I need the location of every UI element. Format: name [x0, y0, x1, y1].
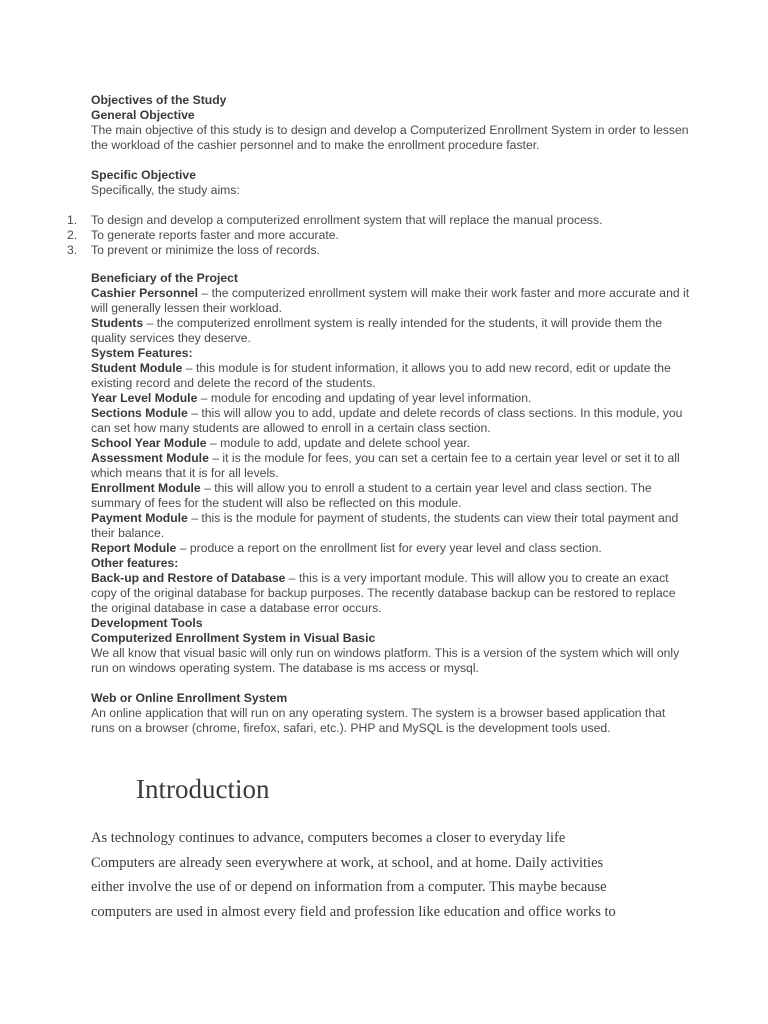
feature-entry [91, 481, 691, 511]
beneficiary-entry [91, 286, 691, 316]
feature-entry [91, 361, 691, 391]
entry-text: – this is the module for payment of students, the students can view their total payment and their balance. [91, 511, 679, 540]
feature-entry [91, 511, 691, 541]
entry-text: – the computerized enrollment system will make their work faster and more accurate and it will generally lessen their workload. [91, 286, 690, 315]
entry-term: Sections Module [91, 406, 188, 420]
study-content [67, 93, 691, 736]
list-item [67, 228, 691, 243]
list-text: To generate reports faster and more accurate. [91, 228, 339, 242]
specific-objective-text: Specifically, the study aims: [91, 183, 240, 197]
entry-text: – this module is for student information, it allows you to add new record, edit or update the existing record and delete the record of the students. [91, 361, 671, 390]
introduction-heading: Introduction [136, 774, 270, 804]
beneficiary-entry [91, 316, 691, 346]
feature-entry [91, 541, 691, 556]
feature-entry [91, 391, 691, 406]
objectives-list [67, 213, 691, 258]
entry-text: – module to add, update and delete school year. [206, 436, 471, 450]
feature-entry [91, 406, 691, 436]
web-system-heading: Web or Online Enrollment System [91, 691, 288, 705]
other-feature-entry [91, 571, 691, 616]
introduction-line: Computers are already seen everywhere at work, at school, and at home. Daily activities [91, 854, 604, 871]
list-item [67, 213, 691, 228]
web-system-text: An online application that will run on any operating system. The system is a browser based application that runs on a browser (chrome, firefox, safari, etc.). PHP and MySQL is the development tools used. [91, 706, 666, 735]
introduction-line: computers are used in almost every field and profession like education and office works to [91, 903, 616, 920]
list-number: 1. [67, 213, 78, 227]
entry-term: Student Module [91, 361, 183, 375]
list-number: 2. [67, 228, 78, 242]
entry-term: School Year Module [91, 436, 207, 450]
list-number: 3. [67, 243, 78, 257]
entry-term: Students [91, 316, 144, 330]
entry-term: Payment Module [91, 511, 188, 525]
entry-text: – it is the module for fees, you can set a certain fee to a certain year level or set it to all which means that it is for all levels. [91, 451, 680, 480]
system-features-heading: System Features: [91, 346, 193, 360]
feature-entry [91, 436, 691, 451]
entry-term: Report Module [91, 541, 177, 555]
entry-text: – the computerized enrollment system is really intended for the students, it will provide them the quality services they deserve. [91, 316, 663, 345]
entry-text: – this will allow you to add, update and delete records of class sections. In this module, you can set how many students are allowed to enroll in a certain class section. [91, 406, 683, 435]
introduction-line: As technology continues to advance, computers becomes a closer to everyday life [91, 830, 566, 846]
list-item [67, 243, 691, 258]
introduction-body [91, 826, 691, 924]
vb-system-heading: Computerized Enrollment System in Visual Basic [91, 631, 376, 645]
entry-text: – this is a very important module. This will allow you to create an exact copy of the original database for backup purposes. The recently database backup can be restored to replace the original database in case a database error occurs. [91, 571, 676, 615]
general-objective-heading: General Objective [91, 108, 195, 122]
entry-term: Enrollment Module [91, 481, 201, 495]
introduction-line: either involve the use of or depend on information from a computer. This maybe because [91, 879, 607, 895]
general-objective-text: The main objective of this study is to design and develop a Computerized Enrollment System in order to lessen the workload of the cashier personnel and to make the enrollment procedure faster. [91, 123, 689, 152]
list-text: To design and develop a computerized enrollment system that will replace the manual process. [91, 213, 603, 227]
entry-term: Cashier Personnel [91, 286, 199, 300]
specific-objective-heading: Specific Objective [91, 168, 196, 182]
entry-text: – module for encoding and updating of year level information. [197, 391, 532, 405]
entry-term: Year Level Module [91, 391, 198, 405]
other-features-heading: Other features: [91, 556, 179, 570]
feature-entry [91, 451, 691, 481]
entry-term: Back-up and Restore of Database [91, 571, 286, 585]
entry-term: Assessment Module [91, 451, 209, 465]
development-tools-heading: Development Tools [91, 616, 203, 630]
list-text: To prevent or minimize the loss of records. [91, 243, 320, 257]
beneficiary-heading: Beneficiary of the Project [91, 271, 238, 285]
entry-text: – produce a report on the enrollment list for every year level and class section. [176, 541, 602, 555]
vb-system-text: We all know that visual basic will only run on windows platform. This is a version of the system which will only run on windows operating system. The database is ms access or mysql. [91, 646, 680, 675]
entry-text: – this will allow you to enroll a student to a certain year level and class section. The summary of fees for the student will also be reflected on this module. [91, 481, 652, 510]
objectives-heading: Objectives of the Study [91, 93, 227, 107]
